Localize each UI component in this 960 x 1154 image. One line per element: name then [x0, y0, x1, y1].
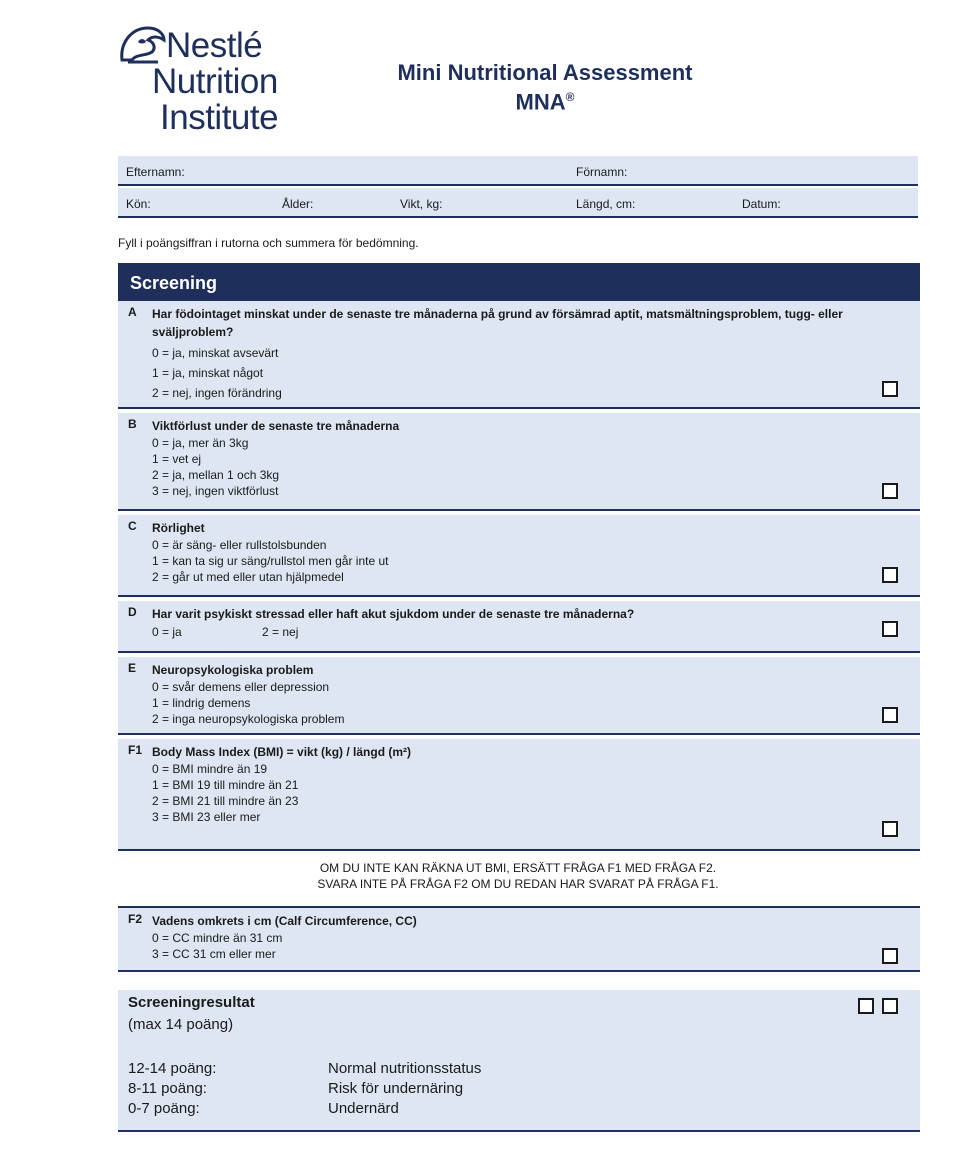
title-line-1: Mini Nutritional Assessment	[397, 60, 693, 85]
score-box[interactable]	[882, 707, 898, 723]
total-score-box-tens[interactable]	[858, 998, 874, 1014]
question-c	[118, 515, 920, 597]
option: 2 = går ut med eller utan hjälpmedel	[152, 570, 344, 584]
options-list	[152, 761, 298, 825]
option: 2 = ja, mellan 1 och 3kg	[152, 468, 280, 482]
question-letter: C	[128, 519, 137, 533]
option: 0 = ja, minskat avsevärt	[152, 346, 279, 360]
option: 0 = ja	[152, 625, 182, 639]
age-field[interactable]: Ålder:	[282, 197, 314, 211]
option: 0 = CC mindre än 31 cm	[152, 931, 283, 945]
result-score: 0-7 poäng:	[128, 1100, 200, 1117]
option: 0 = är säng- eller rullstolsbunden	[152, 538, 327, 552]
registered-mark: ®	[565, 90, 575, 104]
score-box[interactable]	[882, 381, 898, 397]
question-text: Har födointaget minskat under de senaste tre månaderna på grund av försämrad aptit, matsmältningsproblem, tugg- eller sväljproblem?	[152, 307, 843, 339]
question-text: Body Mass Index (BMI) = vikt (kg) / längd (m²)	[152, 745, 412, 759]
option: 3 = CC 31 cm eller mer	[152, 947, 276, 961]
score-box[interactable]	[882, 621, 898, 637]
question-b	[118, 413, 920, 511]
height-field[interactable]: Längd, cm:	[576, 197, 636, 211]
screening-result	[118, 990, 920, 1132]
score-box[interactable]	[882, 948, 898, 964]
note-line-1: OM DU INTE KAN RÄKNA UT BMI, ERSÄTT FRÅGA F1 MED FRÅGA F2.	[319, 861, 717, 875]
logo-line-nestle: Nestlé	[166, 26, 263, 65]
sex-field[interactable]: Kön:	[126, 197, 151, 211]
question-letter: F1	[128, 743, 143, 757]
question-letter: A	[128, 305, 137, 319]
page-title	[340, 60, 750, 114]
result-description: Undernärd	[328, 1100, 399, 1117]
total-score-box-units[interactable]	[882, 998, 898, 1014]
option: 2 = nej, ingen förändring	[152, 386, 282, 400]
screening-header-label: Screening	[130, 273, 218, 293]
question-letter: D	[128, 605, 137, 619]
question-f2	[118, 906, 920, 972]
options-list	[152, 435, 279, 499]
screening-header	[118, 263, 920, 301]
logo-line-nutrition: Nutrition	[152, 62, 278, 101]
question-text: Har varit psykiskt stressad eller haft akut sjukdom under de senaste tre månaderna?	[152, 607, 635, 621]
result-score: 8-11 poäng:	[128, 1080, 207, 1097]
option: 1 = BMI 19 till mindre än 21	[152, 778, 299, 792]
options-list	[152, 679, 344, 727]
option: 3 = BMI 23 eller mer	[152, 810, 261, 824]
question-letter: B	[128, 417, 137, 431]
surname-field[interactable]: Efternamn:	[126, 165, 185, 179]
title-line-2	[340, 85, 750, 114]
patient-name-row	[118, 156, 918, 186]
patient-details-row	[118, 188, 918, 218]
date-field[interactable]: Datum:	[742, 197, 781, 211]
weight-field[interactable]: Vikt, kg:	[400, 197, 443, 211]
score-box[interactable]	[882, 821, 898, 837]
score-box[interactable]	[882, 483, 898, 499]
option: 2 = BMI 21 till mindre än 23	[152, 794, 299, 808]
option: 1 = lindrig demens	[152, 696, 251, 710]
logo-line-institute: Institute	[160, 98, 279, 137]
question-a	[118, 301, 920, 409]
option: 1 = vet ej	[152, 452, 202, 466]
result-score: 12-14 poäng:	[128, 1060, 217, 1077]
options-list	[152, 537, 388, 585]
question-text: Viktförlust under de senaste tre månaderna	[152, 419, 400, 433]
question-d	[118, 601, 920, 653]
result-subtitle: (max 14 poäng)	[128, 1016, 234, 1033]
option: 1 = kan ta sig ur säng/rullstol men går inte ut	[152, 554, 389, 568]
question-f1	[118, 739, 920, 851]
option: 0 = ja, mer än 3kg	[152, 436, 249, 450]
question-e	[118, 657, 920, 735]
question-text: Vadens omkrets i cm (Calf Circumference, CC)	[152, 914, 417, 928]
question-text: Neuropsykologiska problem	[152, 663, 314, 677]
question-text: Rörlighet	[152, 521, 205, 535]
result-description: Normal nutritionsstatus	[328, 1060, 482, 1077]
option: 2 = nej	[262, 625, 299, 639]
option: 3 = nej, ingen viktförlust	[152, 484, 279, 498]
firstname-field[interactable]: Förnamn:	[576, 165, 628, 179]
option: 2 = inga neuropsykologiska problem	[152, 712, 345, 726]
note-line-2: SVARA INTE PÅ FRÅGA F2 OM DU REDAN HAR SVARAT PÅ FRÅGA F1.	[317, 877, 719, 891]
options-list	[152, 345, 282, 401]
result-description: Risk för undernäring	[328, 1080, 464, 1097]
option: 0 = svår demens eller depression	[152, 680, 330, 694]
title-mna: MNA	[515, 89, 566, 115]
question-letter: F2	[128, 912, 143, 926]
result-title: Screeningresultat	[128, 994, 255, 1011]
option: 0 = BMI mindre än 19	[152, 762, 268, 776]
options-list	[152, 930, 282, 962]
score-box[interactable]	[882, 567, 898, 583]
bmi-note	[118, 860, 918, 892]
question-letter: E	[128, 661, 137, 675]
option: 1 = ja, minskat något	[152, 366, 264, 380]
instructions: Fyll i poängsiffran i rutorna och summera för bedömning.	[118, 236, 419, 250]
nestle-nutrition-institute-logo	[118, 20, 298, 137]
